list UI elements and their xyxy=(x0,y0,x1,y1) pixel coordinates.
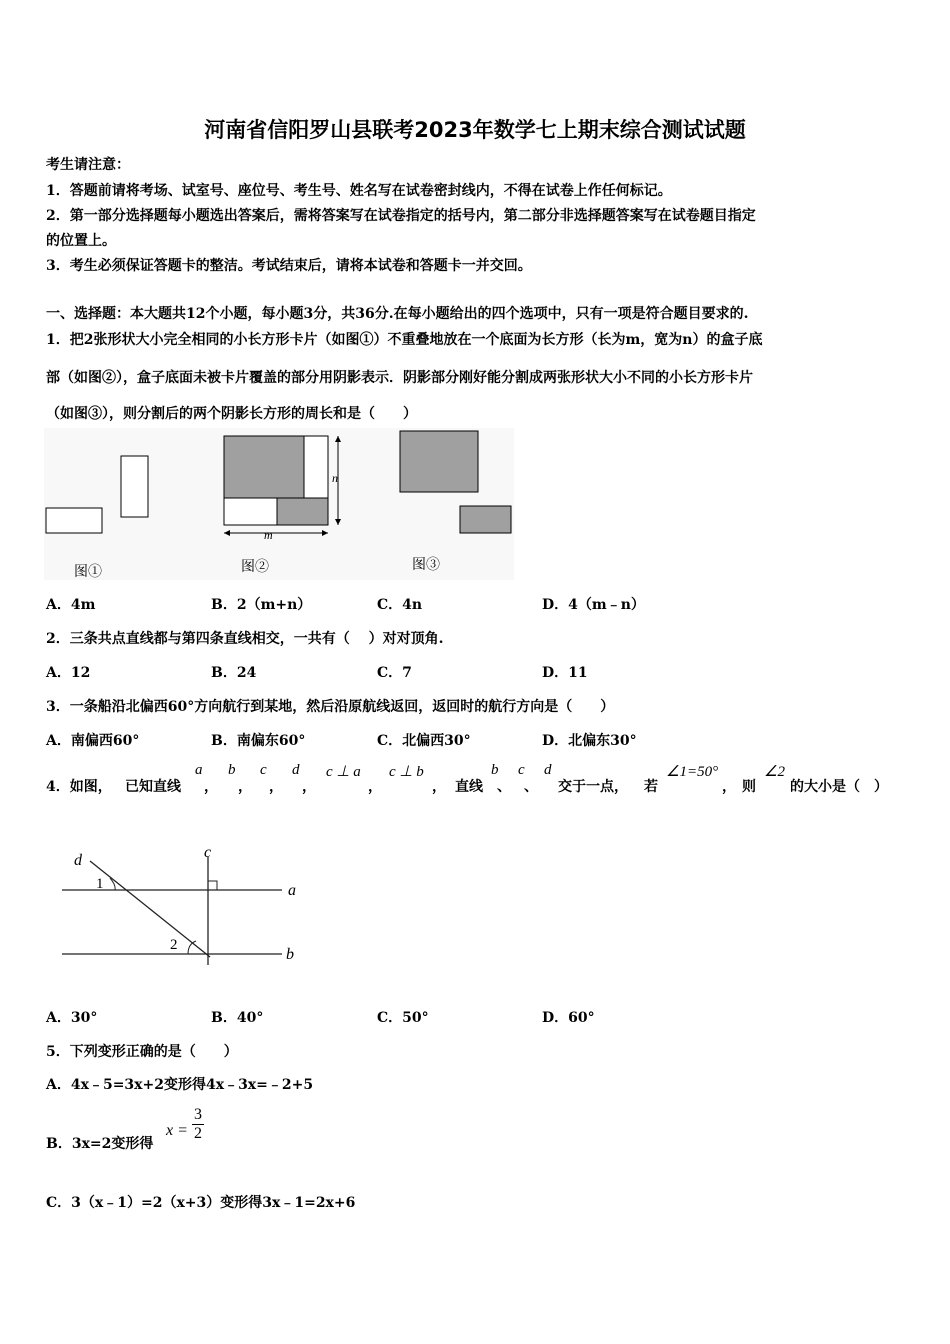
fig2-n-label: n xyxy=(332,471,338,485)
fraction-denominator: 2 xyxy=(194,1125,202,1142)
q5-option-c: C．3（x﹣1）=2（x+3）变形得3x﹣1=2x+6 xyxy=(46,1195,356,1211)
q5-option-b-prefix: B．3x=2变形得 xyxy=(46,1136,154,1152)
q4-angle-2: ∠2 xyxy=(764,764,785,780)
q1-option-b: B．2（m+n） xyxy=(211,597,312,613)
label-b: b xyxy=(286,946,294,963)
q1-option-d: D．4（m﹣n） xyxy=(542,597,645,613)
label-angle-1: 1 xyxy=(96,876,104,892)
q4-lines-word: 直线 xyxy=(455,779,483,795)
fig2-label: 图② xyxy=(241,560,269,575)
q2-option-c: C．7 xyxy=(377,665,412,681)
q4-comma-7: ， xyxy=(722,779,736,795)
q1-line-3: （如图③），则分割后的两个阴影长方形的周长和是（ ） xyxy=(46,406,417,422)
q2-text: 2．三条共点直线都与第四条直线相交，一共有（ ）对对顶角. xyxy=(46,631,444,647)
q4-comma-6: ， xyxy=(432,779,446,795)
fig2-shaded-large xyxy=(224,436,304,498)
q4-dun-1: 、 xyxy=(497,779,511,795)
q5-option-a: A．4x﹣5=3x+2变形得4x﹣3x=﹣2+5 xyxy=(46,1077,314,1093)
q4-option-c: C．50° xyxy=(377,1010,429,1026)
q4-figure xyxy=(60,843,310,968)
fig2-m-label: m xyxy=(264,528,273,542)
notice-item-3: 3．考生必须保证答题卡的整洁。考试结束后，请将本试卷和答题卡一并交回。 xyxy=(46,258,532,274)
q3-text: 3．一条船沿北偏西60°方向航行到某地，然后沿原航线返回，返回时的航行方向是（ ） xyxy=(46,699,615,715)
q4-comma-3: ， xyxy=(269,779,283,795)
q4-dun-2: 、 xyxy=(524,779,538,795)
q4-comma-5: ， xyxy=(368,779,382,795)
fig1-card-vertical xyxy=(121,456,148,517)
notice-heading: 考生请注意： xyxy=(46,157,130,173)
q5-option-b-lhs: x = xyxy=(166,1122,188,1139)
q2-option-d: D．11 xyxy=(542,665,588,681)
q4-var-d: d xyxy=(292,762,300,778)
angle-2-arc xyxy=(188,941,196,954)
q4-angle-1: ∠1=50° xyxy=(666,764,719,780)
q4-option-b: B．40° xyxy=(211,1010,264,1026)
fig1-card-horizontal xyxy=(46,508,102,533)
notice-item-2-cont: 的位置上。 xyxy=(46,233,116,249)
q4-var-c2: c xyxy=(518,762,525,778)
q1-option-c: C．4n xyxy=(377,597,423,613)
right-angle-mark xyxy=(208,881,217,890)
q1-option-a: A．4m xyxy=(46,597,96,613)
q5-text: 5．下列变形正确的是（ ） xyxy=(46,1044,238,1060)
q4-comma-4: ， xyxy=(302,779,316,795)
q4-option-d: D．60° xyxy=(542,1010,595,1026)
notice-item-2: 2．第一部分选择题每小题选出答案后，需将答案写在试卷指定的括号内，第二部分非选择题答案写在试卷题目指定 xyxy=(46,208,756,224)
q4-perp-cb: c ⊥ b xyxy=(389,764,424,780)
q4-suffix: 的大小是（ ） xyxy=(790,779,888,795)
fig3-shaded-large xyxy=(400,431,478,492)
q2-option-a: A．12 xyxy=(46,665,91,681)
section-heading: 一、选择题：本大题共12个小题，每小题3分，共36分.在每小题给出的四个选项中，只有一项是符合题目要求的. xyxy=(46,306,749,322)
q4-var-d2: d xyxy=(544,762,552,778)
q4-var-c: c xyxy=(260,762,267,778)
q4-var-b2: b xyxy=(491,762,499,778)
q3-option-b: B．南偏东60° xyxy=(211,733,306,749)
q4-given: 已知直线 xyxy=(125,779,181,795)
q5-option-b-fraction xyxy=(192,1106,204,1143)
q4-if: 若 xyxy=(644,779,658,795)
label-d: d xyxy=(74,852,82,869)
q3-option-a: A．南偏西60° xyxy=(46,733,140,749)
notice-item-1: 1．答题前请将考场、试室号、座位号、考生号、姓名写在试卷密封线内，不得在试卷上作任何标记。 xyxy=(46,183,672,199)
fig2-shaded-small xyxy=(277,498,328,525)
q1-line-2: 部（如图②），盒子底面未被卡片覆盖的部分用阴影表示．阴影部分刚好能分割成两张形状大小不同的小长方形卡片 xyxy=(46,370,753,386)
q4-var-b: b xyxy=(228,762,236,778)
q4-comma-1: ， xyxy=(204,779,218,795)
q4-perp-ca: c ⊥ a xyxy=(326,764,361,780)
q4-intersect: 交于一点， xyxy=(558,779,628,795)
fig3-label: 图③ xyxy=(412,558,440,573)
q2-option-b: B．24 xyxy=(211,665,257,681)
fraction-numerator: 3 xyxy=(194,1106,202,1123)
line-d xyxy=(90,861,210,957)
q4-prefix: 4．如图， xyxy=(46,779,112,795)
q4-option-a: A．30° xyxy=(46,1010,98,1026)
q1-figure xyxy=(44,428,514,580)
fig1-label: 图① xyxy=(74,565,102,580)
q3-option-c: C．北偏西30° xyxy=(377,733,471,749)
q4-then: 则 xyxy=(742,779,756,795)
q4-comma-2: ， xyxy=(238,779,252,795)
q1-line-1: 1．把2张形状大小完全相同的小长方形卡片（如图①）不重叠地放在一个底面为长方形（长为m，宽为n）的盒子底 xyxy=(46,332,763,348)
page-title: 河南省信阳罗山县联考2023年数学七上期末综合测试试题 xyxy=(204,118,746,142)
q3-option-d: D．北偏东30° xyxy=(542,733,637,749)
fig3-shaded-small xyxy=(460,506,511,533)
label-a: a xyxy=(288,882,296,899)
label-c: c xyxy=(204,844,212,861)
label-angle-2: 2 xyxy=(170,937,178,953)
q4-var-a: a xyxy=(195,762,203,778)
